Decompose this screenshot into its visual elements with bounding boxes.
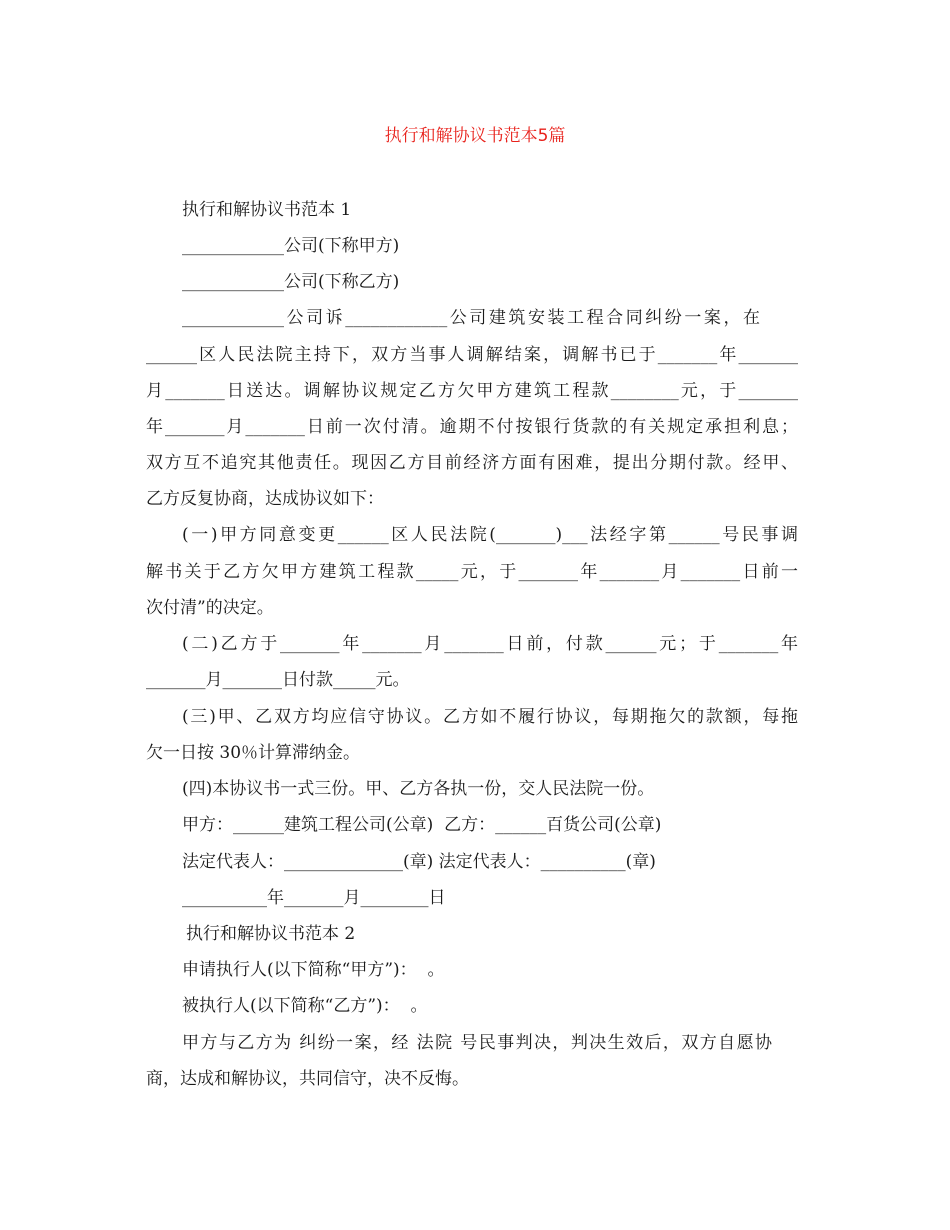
section-heading-2: 执行和解协议书范本 2 (186, 924, 356, 944)
date-line: __________年_______月________日 (182, 888, 446, 908)
clause-3-line: (三)甲、乙双方均应信守协议。乙方如不履行协议，每期拖欠的款额，每拖 (182, 707, 798, 727)
clause-1-line: 次付清”的决定。 (146, 598, 274, 618)
legal-representative-line: 法定代表人：______________(章) 法定代表人：__________(章) (182, 852, 656, 872)
clause-4-line: (四)本协议书一式三份。甲、乙方各执一份，交人民法院一份。 (182, 779, 655, 799)
party-a-line: ____________公司(下称甲方) (182, 236, 400, 256)
clause-1-line: (一)甲方同意变更______区人民法院(_______)___法经字第______号民事调 (182, 525, 798, 545)
body-line: 月_______日送达。调解协议规定乙方欠甲方建筑工程款________元，于_______ (146, 381, 798, 401)
applicant-line: 申请执行人(以下简称“甲方”)： 。 (182, 960, 445, 980)
clause-3-line: 欠一日按 30％计算滞纳金。 (146, 743, 361, 763)
clause-2-line: (二)乙方于_______年_______月_______日前，付款______元；于_______年 (182, 634, 798, 654)
clause-1-line: 解书关于乙方欠甲方建筑工程款_____元，于_______年_______月_______日前一 (146, 562, 798, 582)
body-line: ____________公司诉____________公司建筑安装工程合同纠纷一案，在 (182, 308, 760, 328)
section-heading-1: 执行和解协议书范本 1 (182, 200, 352, 220)
signature-parties-line: 甲方：______建筑工程公司(公章) 乙方：______百货公司(公章) (182, 815, 662, 835)
body-line: 商，达成和解协议，共同信守，决不反悔。 (146, 1069, 469, 1089)
body-line: 甲方与乙方为 纠纷一案，经 法院 号民事判决，判决生效后，双方自愿协 (182, 1033, 772, 1053)
document-title: 执行和解协议书范本5篇 (384, 126, 566, 146)
clause-2-line: _______月_______日付款_____元。 (146, 670, 410, 690)
respondent-line: 被执行人(以下简称“乙方”)： 。 (182, 996, 428, 1016)
body-line: 乙方反复协商，达成协议如下： (146, 489, 384, 509)
party-b-line: ____________公司(下称乙方) (182, 272, 400, 292)
body-line: 双方互不追究其他责任。现因乙方目前经济方面有困难，提出分期付款。经甲、 (146, 453, 798, 473)
body-line: 年_______月_______日前一次付清。逾期不付按银行货款的有关规定承担利息； (146, 417, 798, 437)
body-line: ______区人民法院主持下，双方当事人调解结案，调解书已于_______年_______ (146, 345, 798, 365)
